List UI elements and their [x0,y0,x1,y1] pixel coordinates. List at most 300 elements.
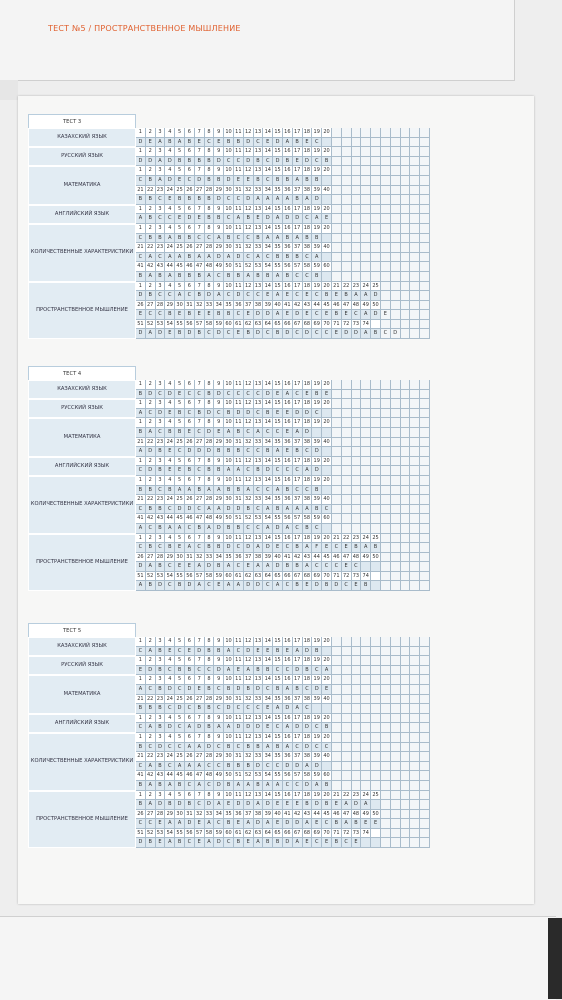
question-number-cell [391,282,401,292]
question-number-cell: 43 [156,771,166,781]
question-number-cell: 69 [312,572,322,582]
answer-cell [391,581,401,591]
answer-cell: C [263,428,273,438]
answer-cell [342,781,352,791]
answer-cell: D [224,505,234,515]
question-number-cell: 21 [136,495,146,505]
question-number-cell [371,714,381,724]
answer-cell: A [234,466,244,476]
answer-cell [410,781,420,791]
question-number-cell [410,320,420,330]
question-number-cell: 16 [283,380,293,390]
question-number-cell: 45 [322,553,332,563]
answer-cell [371,272,381,282]
answer-cell [332,272,342,282]
question-number-cell: 60 [224,572,234,582]
answer-cell: A [361,800,371,810]
question-number-cell: 10 [224,714,234,724]
answer-cell: A [175,291,185,301]
answer-cell: C [195,800,205,810]
question-number-cell: 8 [205,534,215,544]
answer-cell: A [146,800,156,810]
answer-cell: C [214,704,224,714]
answer-cell: D [205,447,215,457]
question-number-cell: 23 [352,282,362,292]
answer-cell: B [205,704,215,714]
question-number-cell: 35 [273,186,283,196]
question-number-cell: 53 [156,829,166,839]
question-number-cell: 39 [312,695,322,705]
question-number-cell: 29 [214,695,224,705]
answer-cell [361,704,371,714]
answer-cell [381,543,391,553]
subject-label: МАТЕМАТИКА [28,675,136,713]
answer-cell: A [175,524,185,534]
answer-cell [381,447,391,457]
question-number-cell [391,495,401,505]
question-number-cell: 48 [205,771,215,781]
question-number-cell: 25 [175,495,185,505]
answer-cell: C [312,409,322,419]
question-number-cell [342,476,352,486]
answer-cell: B [195,157,205,167]
answer-cell: B [263,666,273,676]
answer-cell: A [283,685,293,695]
question-number-cell: 18 [303,656,313,666]
answer-cell: B [224,447,234,457]
answer-cell [332,234,342,244]
question-number-cell: 5 [175,637,185,647]
question-number-cell: 13 [254,534,264,544]
question-number-cell: 48 [352,553,362,563]
answer-cell: C [136,234,146,244]
question-number-cell [371,733,381,743]
answer-cell: C [283,666,293,676]
question-number-cell: 31 [234,695,244,705]
question-number-cell: 57 [195,829,205,839]
answer-cell: D [254,329,264,339]
question-number-cell: 33 [254,186,264,196]
answer-cell: F [312,543,322,553]
answer-cell: D [185,819,195,829]
question-number-cell: 9 [214,166,224,176]
question-number-cell: 12 [244,457,254,467]
question-number-cell: 8 [205,675,215,685]
question-number-cell [381,656,391,666]
answer-cell: C [195,234,205,244]
answer-cell: B [254,272,264,282]
question-number-cell: 22 [342,534,352,544]
answer-cell: B [185,466,195,476]
question-number-cell: 10 [224,128,234,138]
answer-cell: A [342,819,352,829]
question-number-cell: 7 [195,282,205,292]
question-number-cell [420,810,430,820]
question-number-cell [420,320,430,330]
answer-cell: B [293,581,303,591]
question-number-row [136,262,430,272]
question-number-cell: 8 [205,399,215,409]
answer-cell: B [205,723,215,733]
question-number-cell: 1 [136,418,146,428]
answer-cell: B [273,685,283,695]
question-number-cell [401,399,411,409]
question-number-cell: 24 [165,243,175,253]
answer-cell: C [332,562,342,572]
question-number-cell: 42 [293,553,303,563]
question-number-cell: 37 [293,752,303,762]
question-number-cell: 4 [165,457,175,467]
question-number-cell [381,553,391,563]
question-number-cell: 44 [312,810,322,820]
question-number-cell: 60 [224,829,234,839]
question-number-cell: 6 [185,399,195,409]
question-number-cell: 5 [175,282,185,292]
subject-label: КАЗАХСКИЙ ЯЗЫК [28,128,136,147]
answer-cell: C [283,543,293,553]
question-number-cell: 5 [175,399,185,409]
question-number-cell: 22 [146,695,156,705]
question-number-cell [391,224,401,234]
question-number-cell: 4 [165,476,175,486]
answer-row [136,291,430,301]
question-number-cell [342,695,352,705]
question-number-cell: 6 [185,418,195,428]
question-number-cell [381,205,391,215]
answer-cell [342,743,352,753]
answer-cell: C [234,704,244,714]
question-number-cell: 11 [234,147,244,157]
question-number-cell [401,243,411,253]
question-number-cell: 12 [244,476,254,486]
question-number-cell [371,675,381,685]
answer-cell: B [273,329,283,339]
question-number-cell: 60 [224,320,234,330]
question-number-cell: 3 [156,380,166,390]
answer-cell [332,176,342,186]
answer-cell: B [312,647,322,657]
answer-cell: D [244,800,254,810]
question-number-cell: 27 [195,243,205,253]
answer-cell: A [205,486,215,496]
question-number-cell [401,514,411,524]
question-number-cell: 34 [263,438,273,448]
question-number-cell: 60 [322,262,332,272]
question-number-cell [361,695,371,705]
answer-cell [410,329,420,339]
answer-cell: C [273,666,283,676]
question-number-cell: 20 [322,205,332,215]
question-number-cell: 20 [322,637,332,647]
question-number-cell [361,514,371,524]
answer-cell: C [312,157,322,167]
question-number-cell: 55 [273,514,283,524]
question-number-cell [410,534,420,544]
answer-cell [401,329,411,339]
answer-cell [342,762,352,772]
answer-cell: C [195,428,205,438]
answer-cell: E [273,409,283,419]
question-number-cell: 35 [273,752,283,762]
question-number-cell: 38 [303,438,313,448]
question-number-cell [332,637,342,647]
answer-cell [410,428,420,438]
answer-cell [352,176,362,186]
answer-cell: E [303,390,313,400]
subject-label: ПРОСТРАНСТВЕННОЕ МЫШЛЕНИЕ [28,534,136,592]
answer-cell: D [175,800,185,810]
answer-cell [401,704,411,714]
question-number-cell: 32 [195,810,205,820]
question-number-cell: 4 [165,418,175,428]
question-number-cell: 19 [312,147,322,157]
question-number-cell [361,675,371,685]
answer-cell [410,390,420,400]
answer-cell [361,390,371,400]
question-number-cell: 58 [205,320,215,330]
answer-cell: A [185,762,195,772]
question-number-cell: 66 [283,572,293,582]
question-number-cell: 31 [185,810,195,820]
answer-cell: E [244,310,254,320]
answer-cell [381,685,391,695]
answer-cell: D [303,409,313,419]
answer-cell [352,253,362,263]
answer-cell: C [185,176,195,186]
answer-cell [391,486,401,496]
answer-cell: D [214,666,224,676]
answer-cell [420,562,430,572]
question-number-cell: 19 [312,714,322,724]
question-number-cell: 8 [205,224,215,234]
question-number-row [136,829,430,839]
answer-cell [410,138,420,148]
answer-cell: D [293,214,303,224]
answer-cell [352,447,362,457]
question-number-cell [391,380,401,390]
answer-cell [381,214,391,224]
question-number-cell [391,695,401,705]
answer-cell: B [254,743,264,753]
answer-cell: A [136,581,146,591]
question-number-cell: 15 [273,656,283,666]
answer-cell: D [156,743,166,753]
answer-cell: E [185,647,195,657]
question-number-cell: 12 [244,128,254,138]
answer-cell: D [156,329,166,339]
answer-cell: B [303,800,313,810]
question-number-cell: 38 [303,243,313,253]
answer-cell [410,272,420,282]
answer-cell [352,647,362,657]
question-number-cell [371,829,381,839]
question-number-cell: 9 [214,128,224,138]
answer-cell: B [205,390,215,400]
answer-cell: E [361,819,371,829]
question-number-cell: 13 [254,733,264,743]
question-number-cell: 59 [312,262,322,272]
answer-cell: B [146,486,156,496]
answer-cell: A [273,310,283,320]
answer-cell: B [146,291,156,301]
answer-cell: B [146,704,156,714]
question-number-cell: 49 [214,262,224,272]
question-number-cell: 15 [273,675,283,685]
question-number-cell: 12 [244,399,254,409]
question-number-cell: 37 [293,438,303,448]
answer-cell: C [342,838,352,848]
question-number-cell: 22 [146,243,156,253]
question-number-cell: 15 [273,282,283,292]
question-number-cell: 42 [146,262,156,272]
question-number-row [136,714,430,724]
question-number-cell: 16 [283,534,293,544]
previous-page [0,0,515,81]
answer-cell [371,195,381,205]
answer-cell: D [273,138,283,148]
question-number-cell: 11 [234,675,244,685]
question-number-cell [391,553,401,563]
question-number-cell: 19 [312,656,322,666]
question-number-cell [401,476,411,486]
answer-cell [361,195,371,205]
question-number-cell: 30 [224,186,234,196]
question-number-cell: 16 [283,476,293,486]
question-number-cell: 56 [283,262,293,272]
answer-cell: B [342,291,352,301]
question-number-cell [381,224,391,234]
question-number-cell: 2 [146,733,156,743]
question-number-cell: 11 [234,282,244,292]
question-number-cell [401,128,411,138]
question-number-cell: 41 [283,810,293,820]
question-number-cell: 18 [303,224,313,234]
question-number-cell: 3 [156,656,166,666]
question-number-row [136,695,430,705]
question-number-cell: 46 [332,301,342,311]
answer-cell: D [254,762,264,772]
question-number-cell [381,399,391,409]
answer-cell: C [293,466,303,476]
question-number-cell: 38 [254,553,264,563]
question-number-cell: 14 [263,714,273,724]
answer-cell: D [146,447,156,457]
question-number-cell [410,771,420,781]
answer-cell: E [303,581,313,591]
question-number-cell: 56 [283,771,293,781]
question-number-cell [420,476,430,486]
question-number-cell: 54 [263,262,273,272]
answer-cell: B [146,505,156,515]
answer-cell [361,524,371,534]
question-number-cell: 11 [234,476,244,486]
question-number-cell [381,675,391,685]
question-number-cell: 11 [234,733,244,743]
answer-cell: C [244,291,254,301]
question-number-cell [332,695,342,705]
answer-cell [381,666,391,676]
question-number-cell [352,186,362,196]
question-number-cell: 42 [146,771,156,781]
answer-cell: C [224,214,234,224]
answer-cell [401,524,411,534]
answer-cell [391,428,401,438]
question-number-cell [361,637,371,647]
answer-cell [332,409,342,419]
question-number-cell [420,205,430,215]
question-number-cell: 8 [205,380,215,390]
answer-cell [381,743,391,753]
question-number-cell: 35 [224,301,234,311]
answer-row [136,272,430,282]
answer-cell [391,272,401,282]
question-number-cell: 50 [371,810,381,820]
answer-cell [342,214,352,224]
answer-cell: A [293,428,303,438]
answer-cell: B [156,562,166,572]
question-number-cell: 9 [214,399,224,409]
answer-cell [361,214,371,224]
answer-cell [352,390,362,400]
answer-cell: B [205,685,215,695]
answer-cell [401,157,411,167]
answer-cell: B [146,176,156,186]
question-number-cell: 11 [234,791,244,801]
question-number-cell: 7 [195,380,205,390]
question-number-cell: 17 [293,282,303,292]
answer-cell: C [254,505,264,515]
answer-cell: B [214,310,224,320]
question-number-cell [410,282,420,292]
question-number-cell: 19 [312,224,322,234]
answer-cell: A [224,581,234,591]
question-number-cell [361,418,371,428]
question-number-row [136,243,430,253]
question-number-cell [410,733,420,743]
question-number-cell: 1 [136,457,146,467]
answer-cell [420,234,430,244]
answer-cell [410,291,420,301]
question-number-cell [361,205,371,215]
answer-cell: A [254,838,264,848]
question-number-cell: 32 [244,438,254,448]
question-number-cell: 12 [244,656,254,666]
answer-cell [391,685,401,695]
question-number-cell: 7 [195,656,205,666]
answer-cell: E [352,838,362,848]
question-number-cell [420,553,430,563]
answer-cell: B [224,762,234,772]
answer-cell: B [224,819,234,829]
answer-cell: D [293,409,303,419]
answer-cell: B [293,685,303,695]
answer-row [136,157,430,167]
answer-cell: D [263,543,273,553]
question-number-cell [381,320,391,330]
answer-cell: A [175,819,185,829]
question-number-row [136,282,430,292]
question-number-cell: 20 [322,147,332,157]
answer-cell [371,781,381,791]
answer-cell: E [322,214,332,224]
question-number-cell: 11 [234,166,244,176]
question-number-cell: 37 [244,553,254,563]
answer-cell: A [293,234,303,244]
answer-cell: A [293,704,303,714]
question-number-cell [352,495,362,505]
answer-cell: D [146,390,156,400]
question-number-cell [352,438,362,448]
